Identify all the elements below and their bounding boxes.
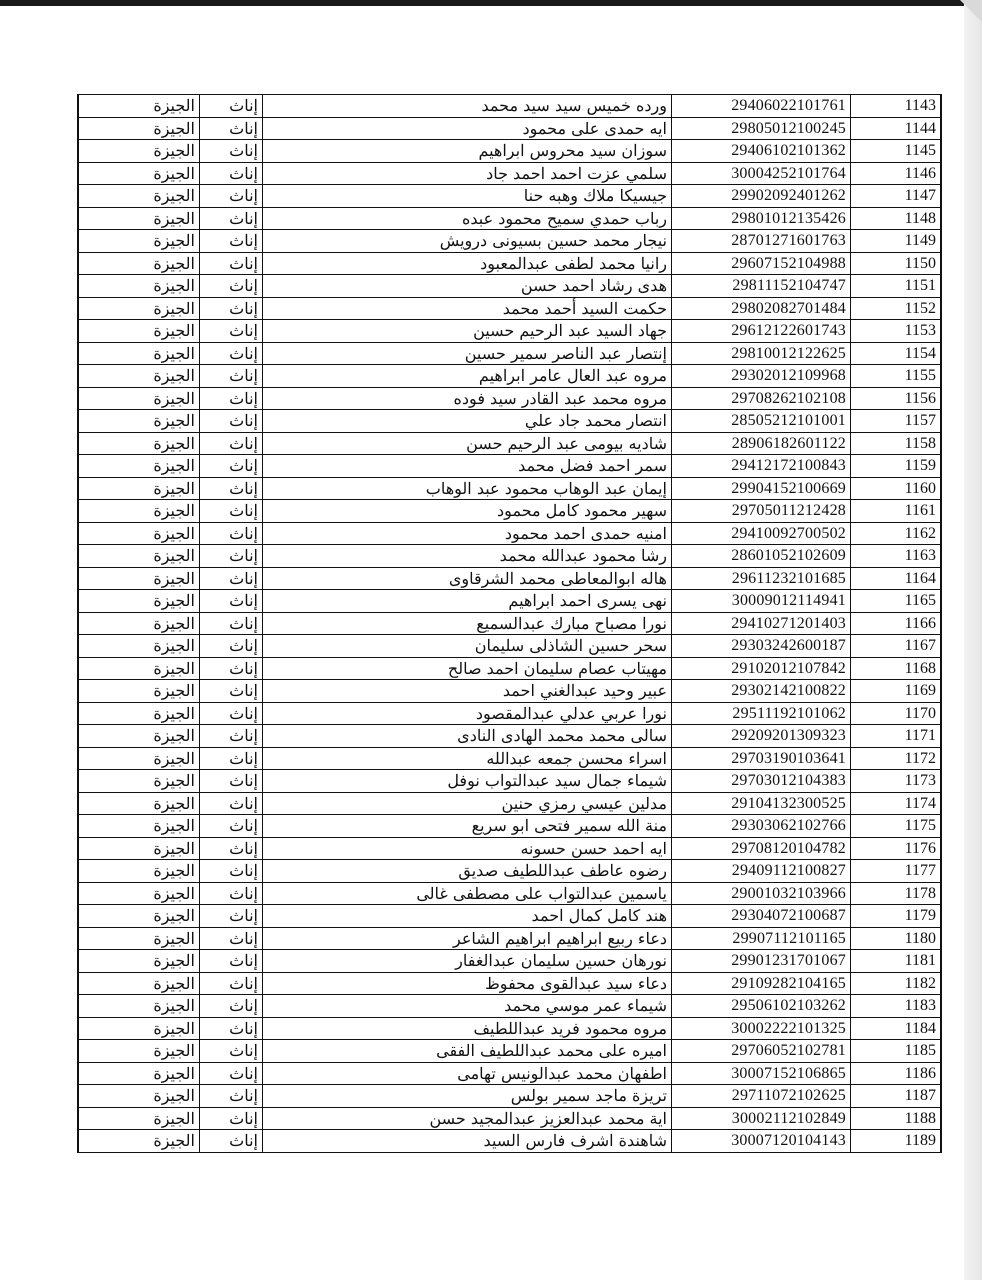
national-id-cell: 28906182601122	[672, 432, 851, 455]
gender-cell: إناث	[200, 702, 263, 725]
gender-cell: إناث	[200, 972, 263, 995]
national-id-cell: 28601052102609	[672, 545, 851, 568]
name-cell: نورا عربي عدلي عبدالمقصود	[263, 702, 672, 725]
serial-number-cell: 1189	[851, 1130, 942, 1153]
name-cell: ورده خميس سيد سيد محمد	[263, 95, 672, 118]
name-cell: اية محمد عبدالعزيز عبدالمجيد حسن	[263, 1107, 672, 1130]
governorate-cell: الجيزة	[78, 95, 200, 118]
name-cell: مهيتاب عصام سليمان احمد صالح	[263, 657, 672, 680]
serial-number-cell: 1185	[851, 1040, 942, 1063]
table-row	[78, 342, 941, 365]
name-cell: إيمان عبد الوهاب محمود عبد الوهاب	[263, 477, 672, 500]
table-row	[78, 860, 941, 883]
scan-top-edge	[0, 0, 982, 6]
national-id-cell: 28505212101001	[672, 410, 851, 433]
serial-number-cell: 1176	[851, 837, 942, 860]
gender-cell: إناث	[200, 410, 263, 433]
governorate-cell: الجيزة	[78, 522, 200, 545]
table-row	[78, 432, 941, 455]
governorate-cell: الجيزة	[78, 545, 200, 568]
gender-cell: إناث	[200, 455, 263, 478]
gender-cell: إناث	[200, 950, 263, 973]
serial-number-cell: 1155	[851, 365, 942, 388]
governorate-cell: الجيزة	[78, 455, 200, 478]
table-row	[78, 230, 941, 253]
table-row	[78, 1107, 941, 1130]
name-cell: شيماء عمر موسي محمد	[263, 995, 672, 1018]
governorate-cell: الجيزة	[78, 1085, 200, 1108]
name-cell: دعاء ربيع ابراهيم ابراهيم الشاعر	[263, 927, 672, 950]
gender-cell: إناث	[200, 882, 263, 905]
governorate-cell: الجيزة	[78, 927, 200, 950]
governorate-cell: الجيزة	[78, 1107, 200, 1130]
governorate-cell: الجيزة	[78, 905, 200, 928]
gender-cell: إناث	[200, 657, 263, 680]
governorate-cell: الجيزة	[78, 410, 200, 433]
governorate-cell: الجيزة	[78, 365, 200, 388]
name-cell: رشا محمود عبدالله محمد	[263, 545, 672, 568]
national-id-cell: 29607152104988	[672, 252, 851, 275]
serial-number-cell: 1181	[851, 950, 942, 973]
national-id-cell: 29802082701484	[672, 297, 851, 320]
national-id-cell: 29810012122625	[672, 342, 851, 365]
serial-number-cell: 1149	[851, 230, 942, 253]
table-row	[78, 545, 941, 568]
scan-right-margin	[964, 0, 982, 1280]
serial-number-cell: 1161	[851, 500, 942, 523]
gender-cell: إناث	[200, 837, 263, 860]
gender-cell: إناث	[200, 117, 263, 140]
table-row	[78, 770, 941, 793]
gender-cell: إناث	[200, 387, 263, 410]
serial-number-cell: 1153	[851, 320, 942, 343]
name-cell: مروه محمود فريد عبداللطيف	[263, 1017, 672, 1040]
national-id-cell: 29409112100827	[672, 860, 851, 883]
governorate-cell: الجيزة	[78, 432, 200, 455]
gender-cell: إناث	[200, 770, 263, 793]
name-cell: اسراء محسن جمعه عبدالله	[263, 747, 672, 770]
gender-cell: إناث	[200, 297, 263, 320]
gender-cell: إناث	[200, 522, 263, 545]
national-id-cell: 29109282104165	[672, 972, 851, 995]
gender-cell: إناث	[200, 320, 263, 343]
table-row	[78, 387, 941, 410]
national-id-cell: 29805012100245	[672, 117, 851, 140]
governorate-cell: الجيزة	[78, 635, 200, 658]
serial-number-cell: 1146	[851, 162, 942, 185]
national-id-cell: 29209201309323	[672, 725, 851, 748]
serial-number-cell: 1180	[851, 927, 942, 950]
table-row	[78, 365, 941, 388]
governorate-cell: الجيزة	[78, 1040, 200, 1063]
serial-number-cell: 1177	[851, 860, 942, 883]
name-cell: شاديه بيومى عبد الرحيم حسن	[263, 432, 672, 455]
name-cell: جيسيكا ملاك وهبه حنا	[263, 185, 672, 208]
governorate-cell: الجيزة	[78, 747, 200, 770]
name-cell: هند كامل كمال احمد	[263, 905, 672, 928]
national-id-cell: 29811152104747	[672, 275, 851, 298]
gender-cell: إناث	[200, 680, 263, 703]
serial-number-cell: 1147	[851, 185, 942, 208]
national-id-cell: 30002112102849	[672, 1107, 851, 1130]
national-id-cell: 29001032103966	[672, 882, 851, 905]
serial-number-cell: 1163	[851, 545, 942, 568]
gender-cell: إناث	[200, 230, 263, 253]
name-cell: عبير وحيد عبدالغني احمد	[263, 680, 672, 703]
table-row	[78, 927, 941, 950]
gender-cell: إناث	[200, 905, 263, 928]
serial-number-cell: 1174	[851, 792, 942, 815]
table-row	[78, 680, 941, 703]
gender-cell: إناث	[200, 927, 263, 950]
name-cell: مدلين عيسي رمزي حنين	[263, 792, 672, 815]
national-id-cell: 29302012109968	[672, 365, 851, 388]
gender-cell: إناث	[200, 477, 263, 500]
table-row	[78, 1017, 941, 1040]
serial-number-cell: 1167	[851, 635, 942, 658]
governorate-cell: الجيزة	[78, 770, 200, 793]
table-row	[78, 410, 941, 433]
governorate-cell: الجيزة	[78, 972, 200, 995]
serial-number-cell: 1183	[851, 995, 942, 1018]
governorate-cell: الجيزة	[78, 387, 200, 410]
name-cell: ايه حمدى على محمود	[263, 117, 672, 140]
serial-number-cell: 1156	[851, 387, 942, 410]
serial-number-cell: 1165	[851, 590, 942, 613]
national-id-cell: 29902092401262	[672, 185, 851, 208]
governorate-cell: الجيزة	[78, 792, 200, 815]
serial-number-cell: 1162	[851, 522, 942, 545]
table-row	[78, 882, 941, 905]
serial-number-cell: 1166	[851, 612, 942, 635]
gender-cell: إناث	[200, 252, 263, 275]
governorate-cell: الجيزة	[78, 950, 200, 973]
gender-cell: إناث	[200, 747, 263, 770]
national-id-cell: 29703012104383	[672, 770, 851, 793]
page-corner-fold	[960, 0, 982, 22]
national-id-cell: 29303242600187	[672, 635, 851, 658]
name-cell: منة الله سمير فتحى ابو سريع	[263, 815, 672, 838]
gender-cell: إناث	[200, 1040, 263, 1063]
name-cell: سهير محمود كامل محمود	[263, 500, 672, 523]
governorate-cell: الجيزة	[78, 657, 200, 680]
table-row	[78, 140, 941, 163]
governorate-cell: الجيزة	[78, 297, 200, 320]
national-id-cell: 29304072100687	[672, 905, 851, 928]
name-cell: هاله ابوالمعاطى محمد الشرقاوى	[263, 567, 672, 590]
gender-cell: إناث	[200, 185, 263, 208]
table-row	[78, 972, 941, 995]
serial-number-cell: 1188	[851, 1107, 942, 1130]
name-cell: سوزان سيد محروس ابراهيم	[263, 140, 672, 163]
governorate-cell: الجيزة	[78, 275, 200, 298]
gender-cell: إناث	[200, 612, 263, 635]
serial-number-cell: 1150	[851, 252, 942, 275]
serial-number-cell: 1160	[851, 477, 942, 500]
governorate-cell: الجيزة	[78, 590, 200, 613]
table-row	[78, 657, 941, 680]
table-row	[78, 1040, 941, 1063]
governorate-cell: الجيزة	[78, 567, 200, 590]
national-id-cell: 29406102101362	[672, 140, 851, 163]
national-id-cell: 30009012114941	[672, 590, 851, 613]
table-row	[78, 702, 941, 725]
name-cell: اميره على محمد عبداللطيف الفقى	[263, 1040, 672, 1063]
gender-cell: إناث	[200, 140, 263, 163]
national-id-cell: 29410092700502	[672, 522, 851, 545]
gender-cell: إناث	[200, 1085, 263, 1108]
gender-cell: إناث	[200, 365, 263, 388]
gender-cell: إناث	[200, 342, 263, 365]
serial-number-cell: 1148	[851, 207, 942, 230]
serial-number-cell: 1187	[851, 1085, 942, 1108]
name-cell: رضوه عاطف عبداللطيف صديق	[263, 860, 672, 883]
gender-cell: إناث	[200, 1107, 263, 1130]
governorate-cell: الجيزة	[78, 725, 200, 748]
governorate-cell: الجيزة	[78, 680, 200, 703]
table-row	[78, 477, 941, 500]
table-row	[78, 320, 941, 343]
table-row	[78, 725, 941, 748]
table-row	[78, 162, 941, 185]
name-cell: سحر حسين الشاذلى سليمان	[263, 635, 672, 658]
governorate-cell: الجيزة	[78, 1017, 200, 1040]
governorate-cell: الجيزة	[78, 860, 200, 883]
national-id-cell: 30007152106865	[672, 1062, 851, 1085]
name-cell: نهى يسرى احمد ابراهيم	[263, 590, 672, 613]
national-id-cell: 29302142100822	[672, 680, 851, 703]
national-id-cell: 29705011212428	[672, 500, 851, 523]
serial-number-cell: 1143	[851, 95, 942, 118]
name-cell: جهاد السيد عبد الرحيم حسين	[263, 320, 672, 343]
roster-body	[78, 95, 941, 1153]
name-cell: سلمي عزت احمد احمد جاد	[263, 162, 672, 185]
table-row	[78, 297, 941, 320]
name-cell: اطفهان محمد عبدالونيس تهامى	[263, 1062, 672, 1085]
governorate-cell: الجيزة	[78, 500, 200, 523]
name-cell: تريزة ماجد سمير بولس	[263, 1085, 672, 1108]
gender-cell: إناث	[200, 500, 263, 523]
governorate-cell: الجيزة	[78, 140, 200, 163]
national-id-cell: 29706052102781	[672, 1040, 851, 1063]
national-id-cell: 29412172100843	[672, 455, 851, 478]
name-cell: مروه عبد العال عامر ابراهيم	[263, 365, 672, 388]
table-row	[78, 995, 941, 1018]
governorate-cell: الجيزة	[78, 162, 200, 185]
national-id-cell: 29511192101062	[672, 702, 851, 725]
name-cell: رانيا محمد لطفى عبدالمعبود	[263, 252, 672, 275]
governorate-cell: الجيزة	[78, 702, 200, 725]
name-cell: امنيه حمدى احمد محمود	[263, 522, 672, 545]
governorate-cell: الجيزة	[78, 477, 200, 500]
name-cell: سالى محمد محمد الهادى النادى	[263, 725, 672, 748]
name-cell: هدى رشاد احمد حسن	[263, 275, 672, 298]
table-row	[78, 590, 941, 613]
table-row	[78, 275, 941, 298]
serial-number-cell: 1175	[851, 815, 942, 838]
national-id-cell: 29104132300525	[672, 792, 851, 815]
serial-number-cell: 1186	[851, 1062, 942, 1085]
national-id-cell: 29102012107842	[672, 657, 851, 680]
national-id-cell: 29410271201403	[672, 612, 851, 635]
serial-number-cell: 1151	[851, 275, 942, 298]
governorate-cell: الجيزة	[78, 882, 200, 905]
serial-number-cell: 1178	[851, 882, 942, 905]
name-cell: رباب حمدي سميح محمود عبده	[263, 207, 672, 230]
gender-cell: إناث	[200, 590, 263, 613]
table-row	[78, 950, 941, 973]
table-row	[78, 567, 941, 590]
national-id-cell: 30007120104143	[672, 1130, 851, 1153]
name-cell: نورا مصباح مبارك عبدالسميع	[263, 612, 672, 635]
gender-cell: إناث	[200, 860, 263, 883]
name-cell: مروه محمد عبد القادر سيد فوده	[263, 387, 672, 410]
name-cell: ياسمين عبدالتواب على مصطفى غالى	[263, 882, 672, 905]
serial-number-cell: 1179	[851, 905, 942, 928]
governorate-cell: الجيزة	[78, 342, 200, 365]
serial-number-cell: 1182	[851, 972, 942, 995]
name-cell: شاهندة اشرف فارس السيد	[263, 1130, 672, 1153]
gender-cell: إناث	[200, 1017, 263, 1040]
table-row	[78, 747, 941, 770]
national-id-cell: 29303062102766	[672, 815, 851, 838]
national-id-cell: 29708120104782	[672, 837, 851, 860]
gender-cell: إناث	[200, 995, 263, 1018]
name-cell: نورهان حسين سليمان عبدالغفار	[263, 950, 672, 973]
governorate-cell: الجيزة	[78, 612, 200, 635]
table-row	[78, 252, 941, 275]
national-id-cell: 29506102103262	[672, 995, 851, 1018]
serial-number-cell: 1184	[851, 1017, 942, 1040]
national-id-cell: 29703190103641	[672, 747, 851, 770]
name-cell: سمر احمد فضل محمد	[263, 455, 672, 478]
gender-cell: إناث	[200, 792, 263, 815]
serial-number-cell: 1158	[851, 432, 942, 455]
serial-number-cell: 1154	[851, 342, 942, 365]
table-row	[78, 455, 941, 478]
table-row	[78, 815, 941, 838]
national-id-cell: 29708262102108	[672, 387, 851, 410]
national-id-cell: 29801012135426	[672, 207, 851, 230]
gender-cell: إناث	[200, 815, 263, 838]
national-id-cell: 29612122601743	[672, 320, 851, 343]
governorate-cell: الجيزة	[78, 207, 200, 230]
national-id-cell: 28701271601763	[672, 230, 851, 253]
serial-number-cell: 1144	[851, 117, 942, 140]
name-cell: دعاء سيد عبدالقوى محفوظ	[263, 972, 672, 995]
table-row	[78, 1085, 941, 1108]
gender-cell: إناث	[200, 635, 263, 658]
serial-number-cell: 1152	[851, 297, 942, 320]
governorate-cell: الجيزة	[78, 117, 200, 140]
national-id-cell: 29907112101165	[672, 927, 851, 950]
governorate-cell: الجيزة	[78, 185, 200, 208]
gender-cell: إناث	[200, 1130, 263, 1153]
national-id-cell: 29406022101761	[672, 95, 851, 118]
serial-number-cell: 1164	[851, 567, 942, 590]
name-cell: نيجار محمد حسين بسيونى درويش	[263, 230, 672, 253]
table-row	[78, 792, 941, 815]
table-row	[78, 500, 941, 523]
table-row	[78, 837, 941, 860]
governorate-cell: الجيزة	[78, 230, 200, 253]
table-row	[78, 635, 941, 658]
governorate-cell: الجيزة	[78, 1130, 200, 1153]
serial-number-cell: 1173	[851, 770, 942, 793]
gender-cell: إناث	[200, 275, 263, 298]
gender-cell: إناث	[200, 95, 263, 118]
gender-cell: إناث	[200, 207, 263, 230]
gender-cell: إناث	[200, 162, 263, 185]
national-id-cell: 30002222101325	[672, 1017, 851, 1040]
gender-cell: إناث	[200, 545, 263, 568]
roster-table	[77, 94, 942, 1153]
national-id-cell: 29901231701067	[672, 950, 851, 973]
gender-cell: إناث	[200, 567, 263, 590]
governorate-cell: الجيزة	[78, 252, 200, 275]
table-row	[78, 1062, 941, 1085]
national-id-cell: 30004252101764	[672, 162, 851, 185]
table-row	[78, 612, 941, 635]
table-row	[78, 1130, 941, 1153]
national-id-cell: 29711072102625	[672, 1085, 851, 1108]
table-row	[78, 905, 941, 928]
serial-number-cell: 1170	[851, 702, 942, 725]
table-row	[78, 522, 941, 545]
gender-cell: إناث	[200, 725, 263, 748]
name-cell: إنتصار عبد الناصر سمير حسين	[263, 342, 672, 365]
table-row	[78, 185, 941, 208]
table-row	[78, 95, 941, 118]
serial-number-cell: 1172	[851, 747, 942, 770]
name-cell: حكمت السيد أحمد محمد	[263, 297, 672, 320]
gender-cell: إناث	[200, 1062, 263, 1085]
serial-number-cell: 1145	[851, 140, 942, 163]
name-cell: ايه احمد حسن حسونه	[263, 837, 672, 860]
governorate-cell: الجيزة	[78, 995, 200, 1018]
serial-number-cell: 1168	[851, 657, 942, 680]
name-cell: انتصار محمد جاد علي	[263, 410, 672, 433]
table-row	[78, 117, 941, 140]
serial-number-cell: 1157	[851, 410, 942, 433]
name-cell: شيماء جمال سيد عبدالتواب نوفل	[263, 770, 672, 793]
serial-number-cell: 1171	[851, 725, 942, 748]
table-row	[78, 207, 941, 230]
governorate-cell: الجيزة	[78, 320, 200, 343]
national-id-cell: 29904152100669	[672, 477, 851, 500]
serial-number-cell: 1169	[851, 680, 942, 703]
serial-number-cell: 1159	[851, 455, 942, 478]
governorate-cell: الجيزة	[78, 837, 200, 860]
governorate-cell: الجيزة	[78, 815, 200, 838]
national-id-cell: 29611232101685	[672, 567, 851, 590]
gender-cell: إناث	[200, 432, 263, 455]
governorate-cell: الجيزة	[78, 1062, 200, 1085]
